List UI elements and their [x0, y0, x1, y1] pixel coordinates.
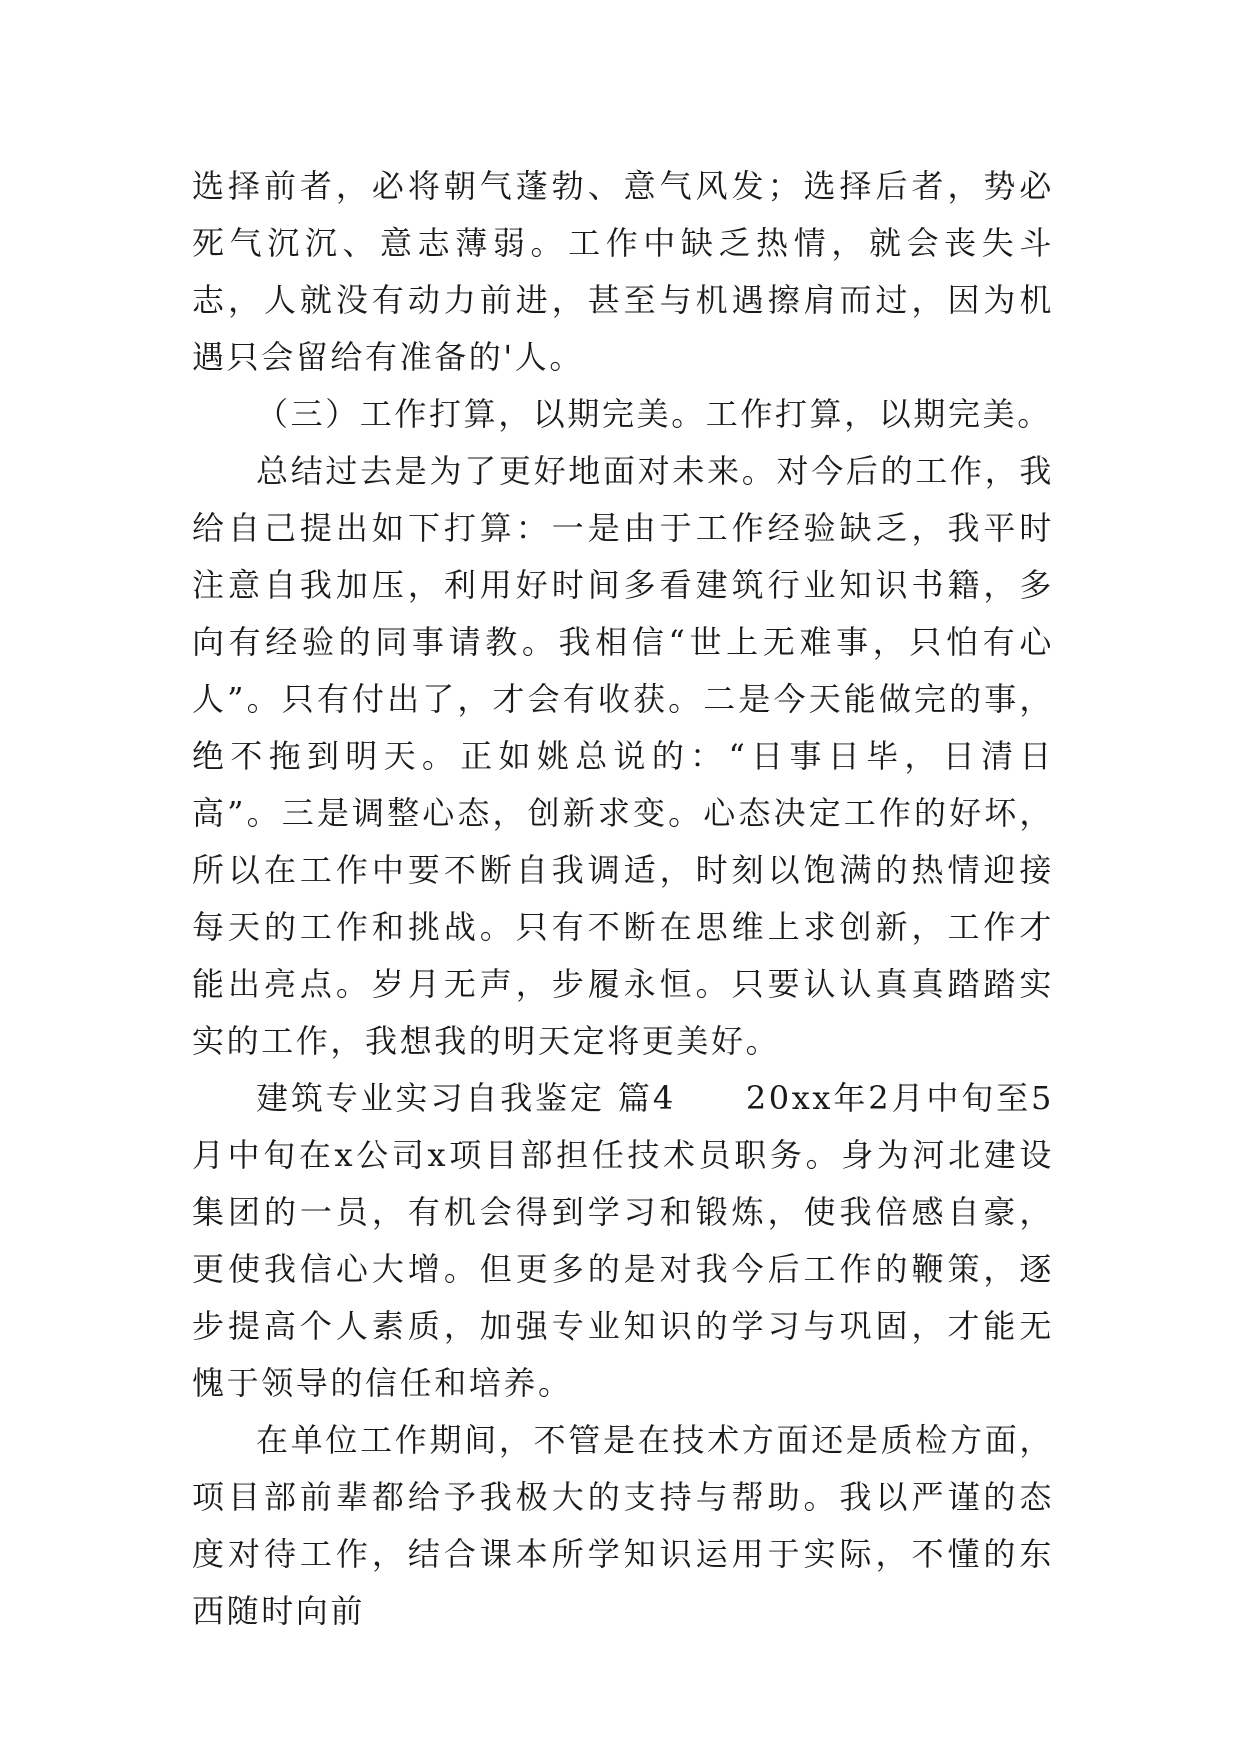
paragraph-3: 总结过去是为了更好地面对未来。对今后的工作，我给自己提出如下打算：一是由于工作经验缺乏，我平时注意自我加压，利用好时间多看建筑行业知识书籍，多向有经验的同事请教。我相信“世上无难事，只怕有心人”。只有付出了，才会有收获。二是今天能做完的事，绝不拖到明天。正如姚总说的：“日事日毕，日清日高”。三是调整心态，创新求变。心态决定工作的好坏，所以在工作中要不断自我调适，时刻以饱满的热情迎接每天的工作和挑战。只有不断在思维上求创新，工作才能出亮点。岁月无声，步履永恒。只要认认真真踏踏实实的工作，我想我的明天定将更美好。 [192, 452, 1054, 1060]
document-body [192, 158, 1054, 1640]
paragraph-1: 选择前者，必将朝气蓬勃、意气风发；选择后者，势必死气沉沉、意志薄弱。工作中缺乏热情，就会丧失斗志，人就没有动力前进，甚至与机遇擦肩而过，因为机遇只会留给有准备的'人。 [192, 167, 1054, 376]
paragraph-2-section-heading: （三）工作打算，以期完美。工作打算，以期完美。 [256, 395, 1052, 433]
paragraph-4: 建筑专业实习自我鉴定 篇4 20xx年2月中旬至5月中旬在x公司x项目部担任技术员职务。身为河北建设集团的一员，有机会得到学习和锻炼，使我倍感自豪，更使我信心大增。但更多的是对我今后工作的鞭策，逐步提高个人素质，加强专业知识的学习与巩固，才能无愧于领导的信任和培养。 [192, 1079, 1054, 1402]
paragraph-5: 在单位工作期间，不管是在技术方面还是质检方面，项目部前辈都给予我极大的支持与帮助。我以严谨的态度对待工作，结合课本所学知识运用于实际，不懂的东西随时向前 [192, 1421, 1054, 1630]
